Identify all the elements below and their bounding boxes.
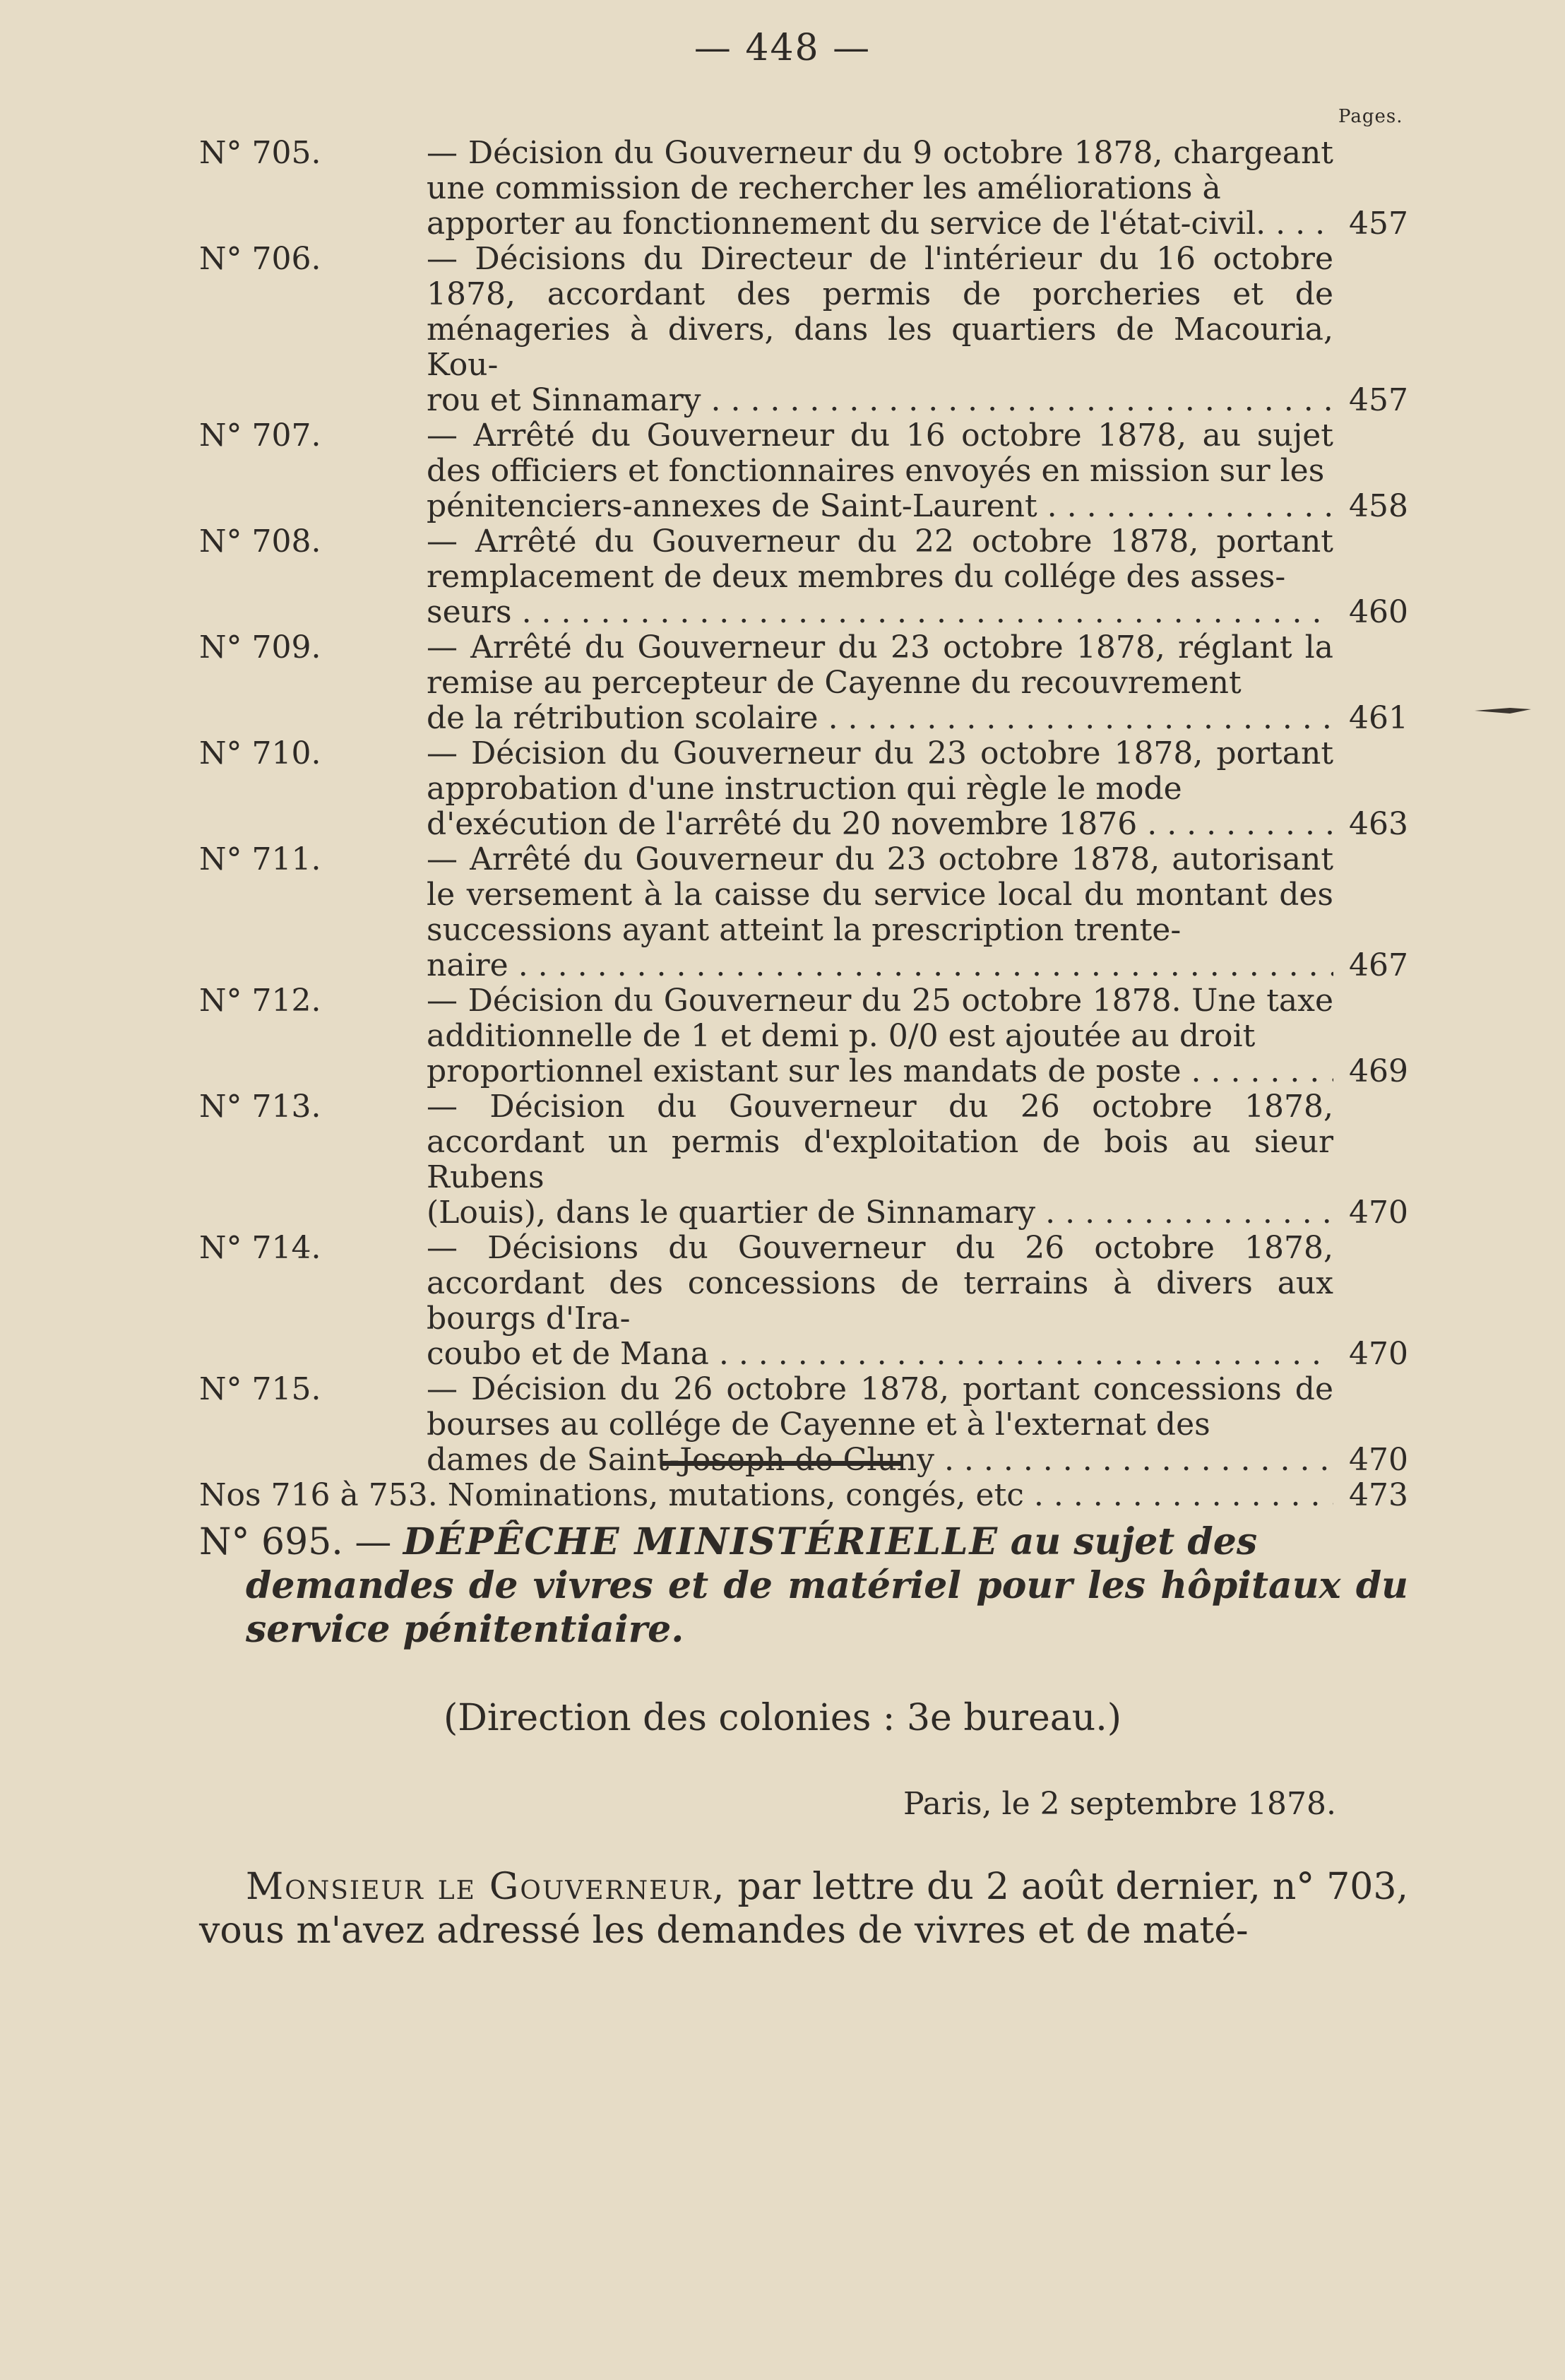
margin-mark-icon bbox=[1475, 705, 1531, 716]
toc-entry-number: N° 708. bbox=[199, 523, 321, 560]
toc-entry-last-line: pénitenciers-annexes de Saint-Laurent . . . bbox=[427, 489, 1333, 524]
toc-entry bbox=[199, 242, 1408, 418]
toc-entry-body: — Décision du Gouverneur du 9 octobre 1878, chargeant une commission de rechercher les améliorations à bbox=[427, 135, 1333, 206]
toc-entry-number: N° 713. bbox=[199, 1089, 321, 1125]
pages-column-label: Pages. bbox=[1338, 106, 1403, 127]
document-subject: demandes de vivres et de matériel pour les hôpitaux du service pénitentiaire. bbox=[246, 1564, 1408, 1651]
toc-entry-page: 461 bbox=[1349, 700, 1408, 736]
section-separator bbox=[661, 1461, 901, 1466]
toc-entry-number: N° 705. bbox=[199, 135, 321, 171]
toc-entry-body: — Décision du Gouverneur du 23 octobre 1878, portant approbation d'une instruction qui règle le mode bbox=[427, 735, 1333, 807]
toc-entry bbox=[199, 418, 1408, 524]
body-paragraph bbox=[199, 1865, 1408, 1953]
toc-entry-last-line: (Louis), dans le quartier de Sinnamary . . . bbox=[427, 1195, 1333, 1231]
toc-entry-body: — Décisions du Directeur de l'intérieur du 16 octobre 1878, accordant des permis de porcheries et de ménageries à divers, dans les quartiers de Macouria, Kou- bbox=[427, 241, 1333, 383]
toc-entry-body: — Arrêté du Gouverneur du 16 octobre 1878, au sujet des officiers et fonctionnaires envoyés en mission sur les bbox=[427, 418, 1333, 489]
toc-entry-body: — Arrêté du Gouverneur du 23 octobre 1878, réglant la remise au percepteur de Cayenne du recouvrement bbox=[427, 629, 1333, 701]
toc-entry-final bbox=[199, 1478, 1408, 1513]
toc-entry-text bbox=[427, 524, 1333, 630]
toc-entry-number: N° 715. bbox=[199, 1371, 321, 1407]
toc-entry-last-line: dames de Saint-Joseph de Cluny . . . bbox=[427, 1443, 1333, 1478]
toc-entry-body: — Décision du Gouverneur du 26 octobre 1878, accordant un permis d'exploitation de bois au sieur Rubens bbox=[427, 1089, 1333, 1195]
toc-entry-last-line: proportionnel existant sur les mandats de poste . . . bbox=[427, 1054, 1333, 1089]
toc-entry bbox=[199, 630, 1408, 736]
toc-entry-body: — Décisions du Gouverneur du 26 octobre 1878, accordant des concessions de terrains à divers aux bourgs d'Ira- bbox=[427, 1230, 1333, 1337]
toc-entry-body: — Arrêté du Gouverneur du 22 octobre 1878, portant remplacement de deux membres du collége des asses- bbox=[427, 523, 1333, 595]
toc-entry bbox=[199, 136, 1408, 242]
toc-entry-last-line: apporter au fonctionnement du service de l'état-civil. . . . bbox=[427, 206, 1333, 242]
toc-entry-final-page: 473 bbox=[1349, 1477, 1408, 1513]
toc-entry-text bbox=[427, 736, 1333, 842]
toc-entry-text bbox=[427, 842, 1333, 983]
toc-entry-page: 460 bbox=[1349, 594, 1408, 630]
toc-entry-body: — Décision du Gouverneur du 25 octobre 1878. Une taxe additionnelle de 1 et demi p. 0/0 est ajoutée au droit bbox=[427, 983, 1333, 1054]
toc-entry-text bbox=[427, 1231, 1333, 1372]
document-subject-start: au sujet des bbox=[1010, 1520, 1258, 1563]
salutation: Monsieur le Gouverneur, bbox=[246, 1866, 726, 1908]
toc-entry-body: — Décision du 26 octobre 1878, portant concessions de bourses au collége de Cayenne et à l'externat des bbox=[427, 1371, 1333, 1443]
toc-entry-number: N° 709. bbox=[199, 629, 321, 665]
toc-entry-page: 470 bbox=[1349, 1336, 1408, 1372]
toc-entry bbox=[199, 1089, 1408, 1231]
toc-entry-number: N° 707. bbox=[199, 418, 321, 454]
toc-entry-final-text-line bbox=[199, 1478, 1333, 1513]
document-title bbox=[199, 1520, 1408, 1652]
toc-entry-page: 458 bbox=[1349, 488, 1408, 524]
document-heading: DÉPÊCHE MINISTÉRIELLE bbox=[403, 1520, 999, 1563]
date-line: Paris, le 2 septembre 1878. bbox=[903, 1786, 1336, 1822]
toc-entry bbox=[199, 983, 1408, 1089]
page-number: — 448 — bbox=[694, 27, 871, 69]
toc-entry-page: 457 bbox=[1349, 206, 1408, 242]
toc-entry-last-line: naire . . . bbox=[427, 948, 1333, 983]
toc-entry-number: N° 712. bbox=[199, 983, 321, 1019]
toc-entry bbox=[199, 842, 1408, 983]
toc-entry-number: N° 714. bbox=[199, 1230, 321, 1266]
table-of-contents bbox=[199, 136, 1408, 1513]
toc-entry-page: 469 bbox=[1349, 1053, 1408, 1089]
toc-entry-text bbox=[427, 242, 1333, 418]
toc-entry bbox=[199, 524, 1408, 630]
toc-entry-text bbox=[427, 1089, 1333, 1231]
toc-entry bbox=[199, 736, 1408, 842]
toc-entry-last-line: coubo et de Mana . . . bbox=[427, 1337, 1333, 1372]
toc-entry-page: 457 bbox=[1349, 382, 1408, 418]
toc-entry-text bbox=[427, 136, 1333, 242]
toc-entry-text bbox=[427, 418, 1333, 524]
body-text: par lettre du 2 août dernier, n° 703, vous m'avez adressé les demandes de vivres et de maté- bbox=[199, 1866, 1409, 1952]
document-number: N° 695. — bbox=[199, 1521, 392, 1563]
toc-entry bbox=[199, 1231, 1408, 1372]
toc-entry-text bbox=[427, 983, 1333, 1089]
toc-entry-number: N° 711. bbox=[199, 841, 321, 877]
toc-entry-last-line: seurs . . . bbox=[427, 595, 1333, 630]
toc-entry-number: N° 706. bbox=[199, 241, 321, 277]
toc-entry-page: 470 bbox=[1349, 1442, 1408, 1478]
toc-entry-page: 470 bbox=[1349, 1195, 1408, 1231]
toc-entry-last-line: d'exécution de l'arrêté du 20 novembre 1876 . . . bbox=[427, 807, 1333, 842]
toc-entry-body: — Arrêté du Gouverneur du 23 octobre 1878, autorisant le versement à la caisse du service local du montant des successions ayant atteint la prescription trente- bbox=[427, 841, 1333, 948]
toc-entry-final-text: Nos 716 à 753. Nominations, mutations, congés, etc . . . bbox=[199, 1478, 1333, 1513]
toc-entry-last-line: de la rétribution scolaire . . . bbox=[427, 701, 1333, 736]
toc-entry-number: N° 710. bbox=[199, 735, 321, 771]
toc-entry-page: 463 bbox=[1349, 806, 1408, 842]
toc-entry-text bbox=[427, 630, 1333, 736]
toc-entry-page: 467 bbox=[1349, 947, 1408, 983]
direction-line: (Direction des colonies : 3e bureau.) bbox=[443, 1697, 1122, 1739]
toc-entry-last-line: rou et Sinnamary . . . bbox=[427, 383, 1333, 418]
